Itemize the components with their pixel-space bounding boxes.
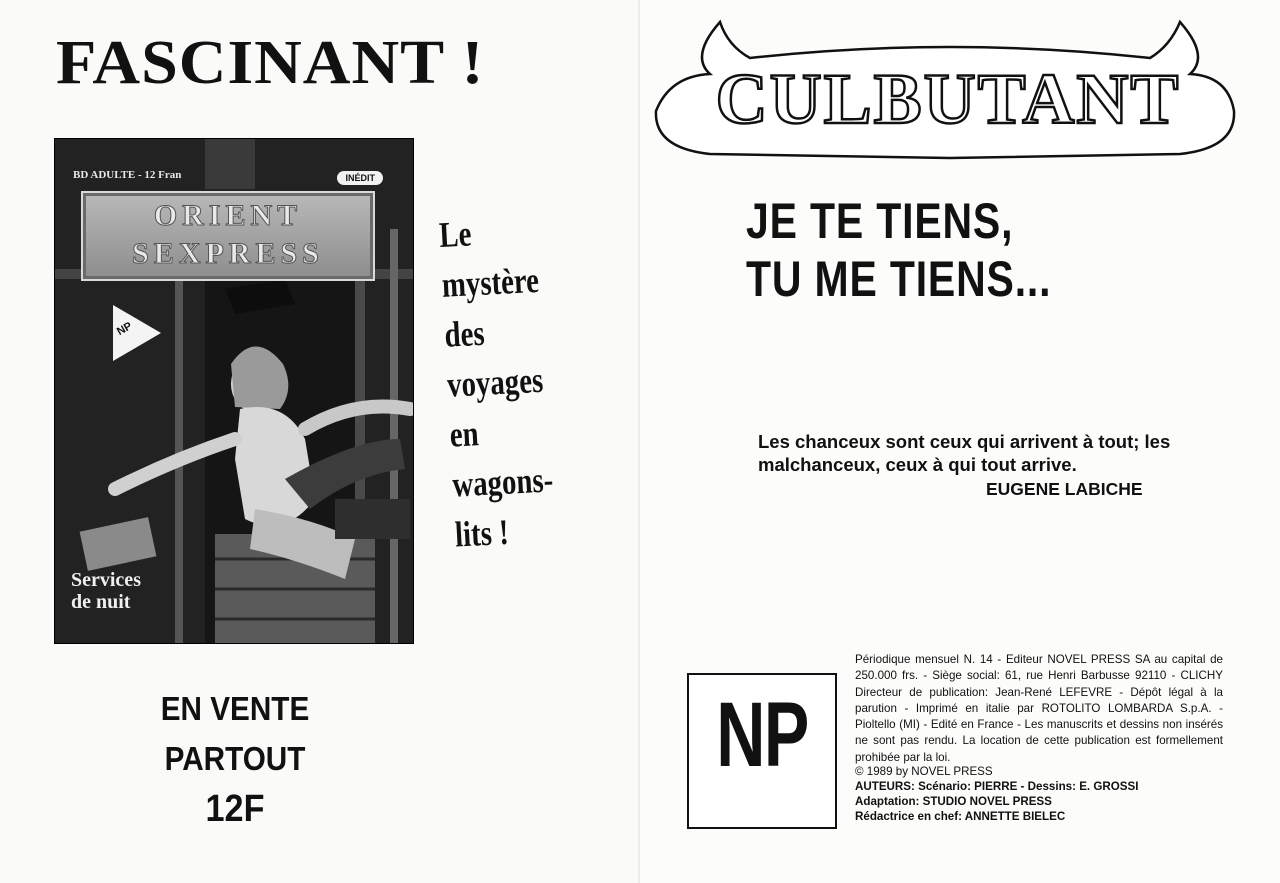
culbutant-logo-text: CULBUTANT bbox=[715, 59, 1181, 139]
tagline-line: wagons- bbox=[451, 459, 555, 505]
credits-block bbox=[855, 764, 1138, 824]
np-logo-text: NP bbox=[716, 684, 808, 786]
adaptation-line: Adaptation: STUDIO NOVEL PRESS bbox=[855, 795, 1052, 808]
tagline-line: mystère bbox=[440, 259, 540, 305]
inedit-badge: INÉDIT bbox=[337, 171, 383, 185]
sale-line1: EN VENTE bbox=[160, 690, 310, 727]
comic-cover-image bbox=[54, 138, 414, 644]
quote-line2: malchanceux, ceux à qui tout arrive. bbox=[758, 454, 1077, 475]
authors-line: AUTEURS: Scénario: PIERRE - Dessins: E. GROSSI bbox=[855, 780, 1139, 793]
epigraph-quote bbox=[758, 430, 1228, 476]
story-title-line2: TU ME TIENS... bbox=[746, 251, 1052, 307]
quote-author: EUGENE LABICHE bbox=[986, 479, 1143, 499]
headline: FASCINANT ! bbox=[56, 27, 485, 98]
tagline-line: Le bbox=[438, 213, 473, 255]
editor-line: Rédactrice en chef: ANNETTE BIELEC bbox=[855, 810, 1066, 823]
copyright-line: © 1989 by NOVEL PRESS bbox=[855, 765, 993, 778]
imprint-text: Périodique mensuel N. 14 - Editeur NOVEL PRESS SA au capital de 250.000 frs. - Siège social: 61, rue Henri Barbusse 92110 - CLICHY Directeur de publication: Jean-René LEFEVRE - Dépôt légal à la parution - Imprimé en italie par ROTOLITO LOMBARDA S.p.A. - Pioltello (MI) - Edité en France - Les manuscrits et dessins non insérés ne sont pas rendu. La location de cette publication est formellement prohibée par la loi. bbox=[855, 653, 1223, 764]
cover-title-banner bbox=[81, 191, 375, 281]
tagline-line: lits ! bbox=[453, 511, 510, 555]
cover-subtitle bbox=[71, 569, 141, 613]
quote-line1: Les chanceux sont ceux qui arrivent à tout; les bbox=[758, 431, 1171, 452]
story-title bbox=[746, 192, 1051, 308]
sale-line2: PARTOUT bbox=[164, 740, 306, 777]
cover-title-line1: ORIENT bbox=[153, 199, 303, 232]
tagline-line: en bbox=[448, 413, 480, 455]
cover-subtitle-line1: Services bbox=[71, 569, 141, 591]
cover-publisher-mark: NP bbox=[115, 319, 135, 339]
tagline-line: des bbox=[443, 312, 486, 355]
cover-subtitle-line2: de nuit bbox=[71, 591, 131, 613]
story-title-line1: JE TE TIENS, bbox=[746, 193, 1014, 249]
cover-title-line2: SEXPRESS bbox=[132, 237, 324, 270]
cover-age-price-text: BD ADULTE - 12 Fran bbox=[73, 169, 182, 181]
tagline-line: voyages bbox=[446, 359, 545, 405]
promo-tagline bbox=[438, 203, 582, 559]
price: 12F bbox=[205, 788, 265, 830]
np-publisher-logo bbox=[687, 673, 837, 829]
